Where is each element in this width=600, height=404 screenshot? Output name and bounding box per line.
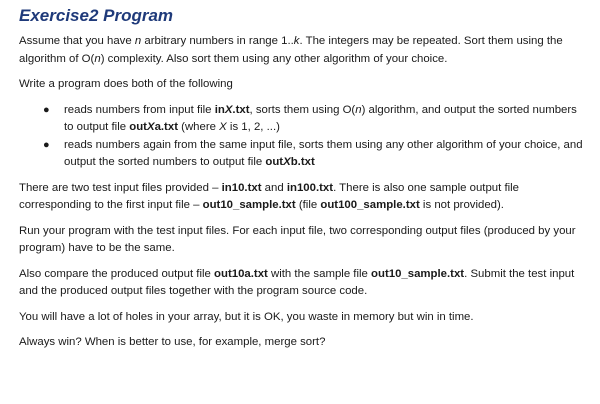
bullet-icon: ● <box>43 103 50 116</box>
task-intro-paragraph: Write a program does both of the following <box>19 78 233 90</box>
run-paragraph: Run your program with the test input files. For each input file, two corresponding output files (produced by your program) have to be the same. <box>19 224 576 254</box>
test-files-paragraph: There are two test input files provided – in10.txt and in100.txt. There is also one sample output file corresponding to the first input file – out10_sample.txt (file out100_sample.txt is not provided). <box>19 181 520 211</box>
task-list-item: ● reads numbers from input file inX.txt, sorts them using O(n) algorithm, and output the sorted numbers to output file outXa.txt (where X is 1, 2, ...) <box>43 103 577 133</box>
task-list <box>19 102 586 172</box>
question-paragraph: Always win? When is better to use, for example, merge sort? <box>19 336 326 348</box>
intro-paragraph: Assume that you have n arbitrary numbers in range 1..k. The integers may be repeated. Sort them using the algorithm of O(n) complexity. Also sort them using any other algorithm of your choice. <box>19 35 563 65</box>
task-list-item: ● reads numbers again from the same input file, sorts them using any other algorithm of your choice, and output the sorted numbers to output file outXb.txt <box>43 138 583 168</box>
page-title: Exercise2 Program <box>19 6 174 25</box>
holes-paragraph: You will have a lot of holes in your array, but it is OK, you waste in memory but win in time. <box>19 310 474 323</box>
compare-paragraph: Also compare the produced output file out10a.txt with the sample file out10_sample.txt. Submit the test input and the produced output files together with the program source code. <box>19 267 575 297</box>
bullet-icon: ● <box>43 138 50 151</box>
